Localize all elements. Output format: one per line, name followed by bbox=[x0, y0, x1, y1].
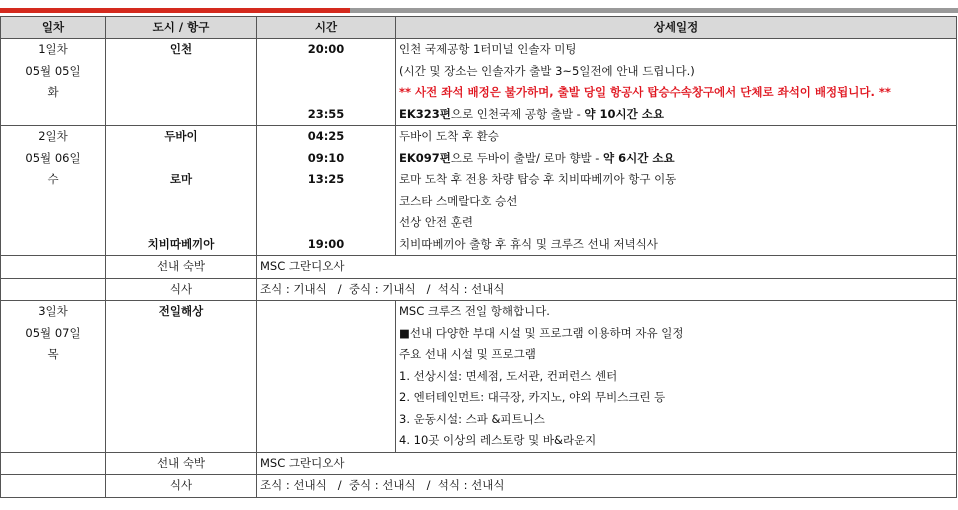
day1-city-cell bbox=[106, 39, 257, 126]
day3-lodging-row bbox=[1, 452, 957, 475]
day2-city-2: 로마 bbox=[169, 172, 193, 186]
top-accent-red bbox=[0, 8, 350, 13]
day2-time-4: 19:00 bbox=[307, 236, 345, 251]
top-accent-bar bbox=[0, 8, 958, 13]
day3-lodging-label: 선내 숙박 bbox=[106, 452, 257, 475]
header-time: 시간 bbox=[257, 17, 396, 39]
day1-flight-number: EK323편 bbox=[399, 106, 451, 121]
day2-meal-label: 식사 bbox=[106, 278, 257, 301]
day2-city-cell bbox=[106, 126, 257, 256]
day1-flight-duration: 약 10시간 소요 bbox=[584, 106, 664, 121]
day2-day-cell bbox=[1, 126, 106, 256]
day3-detail-cell bbox=[396, 301, 957, 453]
day2-detail-3: 로마 도착 후 전용 차량 탑승 후 치비따베끼아 항구 이동 bbox=[399, 172, 677, 186]
itinerary-table bbox=[0, 16, 957, 498]
day3-weekday: 목 bbox=[47, 347, 59, 361]
day2-detail-cell bbox=[396, 126, 957, 256]
day1-flight-text: 으로 인천국제 공항 출발 - bbox=[450, 106, 585, 121]
day3-detail-1: MSC 크루즈 전일 항해합니다. bbox=[399, 304, 550, 318]
header-day: 일차 bbox=[1, 17, 106, 39]
day2-detail-6: 치비따베끼아 출항 후 휴식 및 크루즈 선내 저녁식사 bbox=[399, 236, 658, 251]
day1-row bbox=[1, 39, 957, 126]
day3-city-cell bbox=[106, 301, 257, 453]
day1-detail-cell bbox=[396, 39, 957, 126]
day3-detail-2: ■선내 다양한 부대 시설 및 프로그램 이용하며 자유 일정 bbox=[399, 325, 684, 340]
day1-time-cell bbox=[257, 39, 396, 126]
day3-lodging: MSC 그란디오사 bbox=[257, 452, 957, 475]
day2-lodging-row bbox=[1, 256, 957, 279]
day3-detail-6: 3. 운동시설: 스파 &피트니스 bbox=[399, 411, 545, 426]
day2-city-1: 두바이 bbox=[164, 129, 198, 143]
day3-time-cell bbox=[257, 301, 396, 453]
day1-time-1: 20:00 bbox=[307, 42, 345, 56]
day3-meal-label: 식사 bbox=[106, 475, 257, 498]
day3-detail-4: 1. 선상시설: 면세점, 도서관, 컨퍼런스 센터 bbox=[399, 368, 618, 383]
day2-flight-duration: 약 6시간 소요 bbox=[603, 150, 675, 165]
day2-detail-5: 선상 안전 훈련 bbox=[399, 215, 473, 229]
day2-meal: 조식 : 기내식 / 중식 : 기내식 / 석식 : 선내식 bbox=[257, 278, 957, 301]
day2-weekday: 수 bbox=[47, 172, 59, 186]
day3-day: 3일차 bbox=[38, 304, 68, 318]
day2-lodging-label: 선내 숙박 bbox=[106, 256, 257, 279]
day2-day: 2일차 bbox=[38, 129, 68, 143]
day3-date: 05월 07일 bbox=[25, 325, 81, 340]
day1-day: 1일차 bbox=[38, 42, 68, 56]
day3-day-cell bbox=[1, 301, 106, 453]
day1-time-2: 23:55 bbox=[307, 106, 345, 121]
header-detail: 상세일정 bbox=[396, 17, 957, 39]
day3-detail-5: 2. 엔터테인먼트: 대극장, 카지노, 야외 무비스크린 등 bbox=[399, 390, 666, 404]
top-accent-grey bbox=[350, 8, 958, 13]
header-row bbox=[1, 17, 957, 39]
day3-detail-7: 4. 10곳 이상의 레스토랑 및 바&라운지 bbox=[399, 433, 597, 447]
day1-weekday: 화 bbox=[47, 85, 59, 99]
day3-city: 전일해상 bbox=[158, 304, 204, 318]
day1-detail-4 bbox=[399, 104, 953, 126]
day2-meal-row bbox=[1, 278, 957, 301]
day1-date: 05월 05일 bbox=[25, 63, 81, 78]
day2-row bbox=[1, 126, 957, 256]
day1-day-cell bbox=[1, 39, 106, 126]
day3-detail-3: 주요 선내 시설 및 프로그램 bbox=[399, 347, 536, 361]
day2-flight-text: 으로 두바이 출발/ 로마 향발 - bbox=[450, 150, 604, 165]
day2-lodging: MSC 그란디오사 bbox=[257, 256, 957, 279]
day3-meal: 조식 : 선내식 / 중식 : 선내식 / 석식 : 선내식 bbox=[257, 475, 957, 498]
day3-meal-row bbox=[1, 475, 957, 498]
day2-time-2: 09:10 bbox=[307, 150, 345, 165]
day2-city-3: 치비따베끼아 bbox=[147, 236, 215, 251]
day2-detail-1: 두바이 도착 후 환승 bbox=[399, 129, 499, 143]
day2-date: 05월 06일 bbox=[25, 150, 81, 165]
day2-detail-2 bbox=[399, 148, 953, 170]
day1-seat-notice: ** 사전 좌석 배정은 불가하며, 출발 당일 항공사 탑승수속창구에서 단체로 좌석이 배정됩니다. ** bbox=[399, 85, 891, 99]
day2-time-cell bbox=[257, 126, 396, 256]
day2-flight-number: EK097편 bbox=[399, 150, 451, 165]
day1-detail-2: (시간 및 장소는 인솔자가 출발 3~5일전에 안내 드립니다.) bbox=[399, 63, 695, 78]
day3-row bbox=[1, 301, 957, 453]
header-city: 도시 / 항구 bbox=[106, 17, 257, 39]
day1-detail-1: 인천 국제공항 1터미널 인솔자 미팅 bbox=[399, 42, 577, 56]
day2-time-3: 13:25 bbox=[307, 172, 345, 186]
day1-city: 인천 bbox=[169, 42, 193, 56]
day2-time-1: 04:25 bbox=[307, 129, 345, 143]
day2-detail-4: 코스타 스메랄다호 승선 bbox=[399, 193, 518, 208]
